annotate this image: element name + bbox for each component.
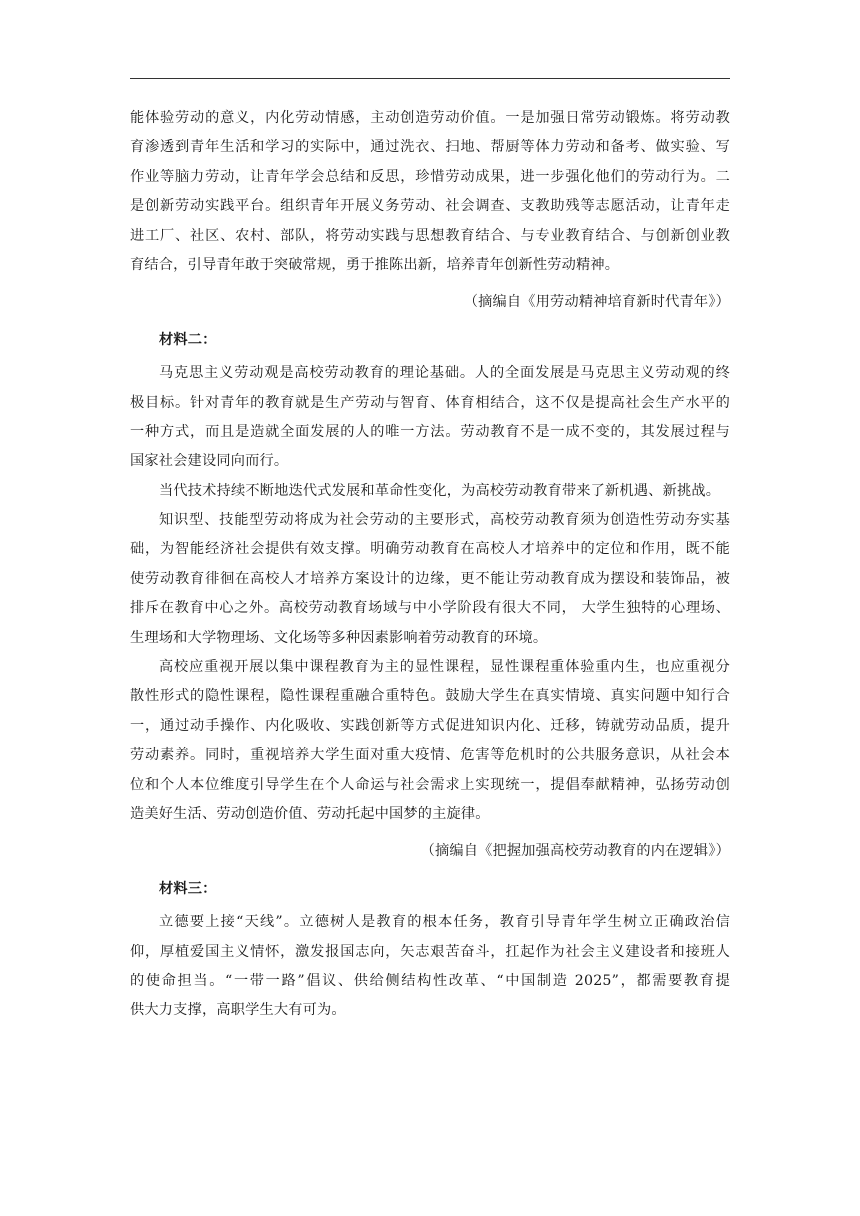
text-line: 极目标。针对青年的教育就是生产劳动与智育、体育相结合，这不仅是提高社会生产水平的 <box>130 394 730 411</box>
text-line: 当代技术持续不断地迭代式发展和革命性变化，为高校劳动教育带来了新机遇、新挑战。 <box>159 482 721 499</box>
source-citation-1: （摘编自《用劳动精神培育新时代青年》） <box>463 294 730 311</box>
text-line: 一，通过动手操作、内化吸收、实践创新等方式促进知识内化、迁移，铸就劳动品质，提升 <box>130 717 730 734</box>
material-2-heading: 材料二： <box>159 331 217 348</box>
text-line: 生理场和大学物理场、文化场等多种因素影响着劳动教育的环境。 <box>130 629 548 646</box>
text-line: 立德要上接“天线”。立德树人是教育的根本任务，教育引导青年学生树立正确政治信 <box>159 914 730 931</box>
material-2-paragraph-2 <box>130 477 730 506</box>
text-line: 进工厂、社区、农村、部队，将劳动实践与思想教育结合、与专业教育结合、与创新创业教 <box>130 227 730 244</box>
text-line: 国家社会建设同向而行。 <box>130 453 289 470</box>
text-line: 育渗透到青年生活和学习的实际中，通过洗衣、扫地、帮厨等体力劳动和备考、做实验、写 <box>130 139 730 156</box>
document-body <box>130 104 730 1026</box>
text-line: 位和个人本位维度引导学生在个人命运与社会需求上实现统一，提倡奉献精神，弘扬劳动创 <box>130 776 730 793</box>
material-3-paragraph-1 <box>130 908 730 1026</box>
source-citation-2: （摘编自《把握加强高校劳动教育的内在逻辑》） <box>420 843 730 860</box>
text-line: 作业等脑力劳动，让青年学会总结和反思，珍惜劳动成果，进一步强化他们的劳动行为。二 <box>130 168 730 185</box>
material-2-paragraph-1 <box>130 359 730 477</box>
text-line: 是创新劳动实践平台。组织青年开展义务劳动、社会调查、支教助残等志愿活动，让青年走 <box>130 198 730 215</box>
material-3-heading: 材料三： <box>159 880 217 897</box>
header-rule <box>130 78 730 79</box>
text-line: 能体验劳动的意义，内化劳动情感，主动创造劳动价值。一是加强日常劳动锻炼。将劳动教 <box>130 110 730 126</box>
text-line: 使劳动教育徘徊在高校人才培养方案设计的边缘，更不能让劳动教育成为摆设和装饰品，被 <box>130 570 730 587</box>
text-line: 劳动素养。同时，重视培养大学生面对重大疫情、危害等危机时的公共服务意识，从社会本 <box>130 747 730 764</box>
text-line: 造美好生活、劳动创造价值、劳动托起中国梦的主旋律。 <box>130 805 490 822</box>
text-line: 供大力支撑，高职学生大有可为。 <box>130 1002 346 1019</box>
text-line: 排斥在教育中心之外。高校劳动教育场域与中小学阶段有很大不同， 大学生独特的心理场、 <box>130 600 730 617</box>
text-line: 散性形式的隐性课程，隐性课程重融合重特色。鼓励大学生在真实情境、真实问题中知行合 <box>130 688 730 705</box>
text-line: 一种方式，而且是造就全面发展的人的唯一方法。劳动教育不是一成不变的，其发展过程与 <box>130 423 730 440</box>
material-2-paragraph-4 <box>130 653 730 829</box>
text-line: 的使命担当。“一带一路”倡议、供给侧结构性改革、“中国制造 2025”，都需要教育提 <box>130 972 730 989</box>
text-line: 高校应重视开展以集中课程教育为主的显性课程，显性课程重体验重内生，也应重视分 <box>159 659 730 676</box>
passage-1-tail <box>130 104 730 280</box>
text-line: 马克思主义劳动观是高校劳动教育的理论基础。人的全面发展是马克思主义劳动观的终 <box>159 365 730 382</box>
text-line: 础，为智能经济社会提供有效支撑。明确劳动教育在高校人才培养中的定位和作用，既不能 <box>130 541 730 558</box>
text-line: 仰，厚植爱国主义情怀，激发报国志向，矢志艰苦奋斗，扛起作为社会主义建设者和接班人 <box>130 943 730 960</box>
text-line: 知识型、技能型劳动将成为社会劳动的主要形式，高校劳动教育须为创造性劳动夯实基 <box>159 512 730 529</box>
text-line: 育结合，引导青年敢于突破常规，勇于推陈出新，培养青年创新性劳动精神。 <box>130 256 620 273</box>
material-2-paragraph-3 <box>130 506 730 653</box>
